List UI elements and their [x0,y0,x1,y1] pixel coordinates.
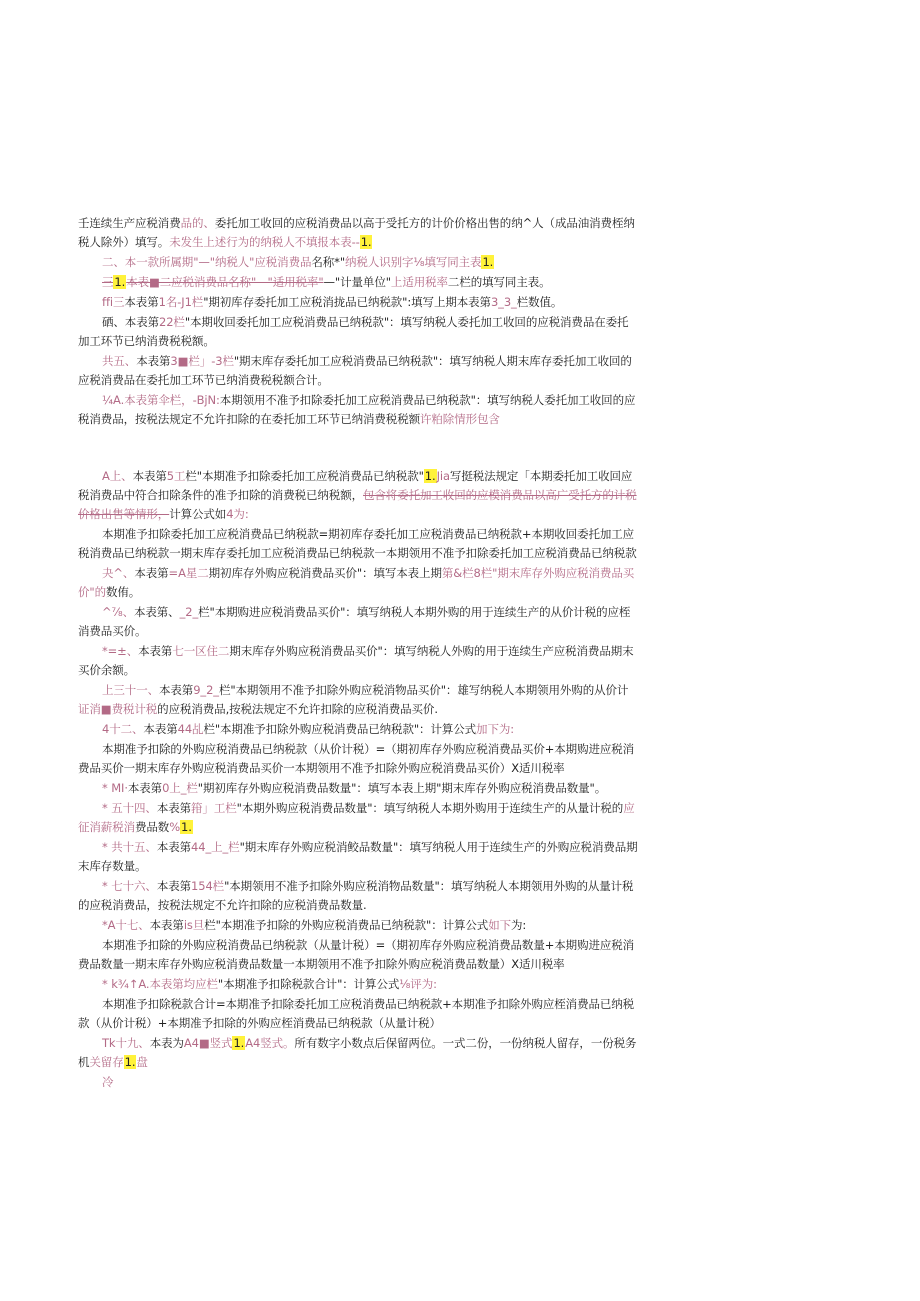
text-run: 本表第 [132,469,167,483]
paragraph [78,564,638,602]
highlight-mark: 1. [124,1055,136,1069]
text-run: 二栏的填写同主表。 [447,275,551,289]
annotated-text-run: A4竖式。 [245,1036,295,1050]
annotated-text-run: 关留存 [89,1055,124,1069]
paragraph [78,1073,638,1092]
text-run: "本期收回委托加工应税消费品已纳税款"：填写纳税人委托加工收回的应税消费品在委托加工环节已纳消费税税额。 [78,315,629,348]
annotated-text-run: 第&栏8栏"期末库存外购应税消费品买价"的 [78,566,635,599]
text-run: 本表为 [149,1036,184,1050]
annotated-text-run: 加下为: [476,722,515,736]
annotated-text-run: ¼A. [102,393,125,407]
paragraph [78,681,638,719]
text-run: 栏"本期准予扣除外购应税消费品已纳税款"：计算公式 [203,722,477,736]
text-run: "本期领用不准予扣除外购应税消物品数量"：填写纳税人本期领用外购的从量计税的应税消费品，按税法规定不允许扣除的应税消费品数量. [78,879,634,912]
paragraph [78,293,638,312]
text-run: 期初库存外购应税消费品买价"：填写本表上期 [208,566,442,580]
paragraph [78,995,638,1033]
annotated-text-run: *=±、 [102,644,139,658]
text-run: 本表第 [136,354,171,368]
paragraph [78,720,638,739]
text-run: 硒、本表第 [102,315,159,329]
text-run: "期初库存委托加工应税消拢品已纳税款":填写上期本表第 [203,295,491,309]
paragraph [78,313,638,351]
annotated-text-run: is旦 [183,918,205,932]
annotated-text-run: 44乩 [177,722,204,736]
annotated-text-run: 0上_栏 [162,781,198,795]
text-run: 的应税消费品,按税法规定不允许扣除的应税消费品买价. [157,702,438,716]
annotated-text-run: 共五、 [102,354,137,368]
annotated-text-run: 如下 [488,918,512,932]
annotated-text-run: 冷 [102,1075,114,1089]
annotated-text-run: 未发生上述行为的纳税人不填报本表-- [169,235,360,249]
text-run: 栏"本期准予扣除委托加工应税消费品已纳税款" [185,469,424,483]
annotated-text-run: 盘 [136,1055,148,1069]
struck-text-run: 包含将委托加工收回的应模消费品以高广受托方的计税价格出售等情形， [78,488,637,521]
text-run: 为: [511,918,527,932]
annotated-text-run: _2_ [179,605,199,619]
text-run: 本表第 [134,566,169,580]
struck-text-run: 三 [102,275,114,289]
annotated-text-run: 22栏 [159,315,185,329]
annotated-text-run: 应征消薪税消 [78,801,635,834]
annotated-text-run: ⅛评为: [399,977,437,991]
text-run: "本期外购应税消费品数量"：填写纳税人本期外购用于连续生产的从量计税的 [236,801,624,815]
annotated-text-run: A上、 [102,469,133,483]
text-run: 计算公式如 [169,507,227,521]
text-run: 委托加工收回的应税消费品以高于受托方的计价价格出售的纳^人（成品油消费桎纳税人除外）填写。 [78,216,635,249]
annotated-text-run: * 五十四、 [102,801,157,815]
paragraph [78,975,638,994]
annotated-text-run: 证消■费税计税 [78,702,158,716]
annotated-text-run: 七一区住二 [172,644,230,658]
annotated-text-run: % [169,820,181,834]
highlight-mark: 1. [181,820,192,834]
text-run: 本表第 [156,840,192,854]
paragraph [78,779,638,798]
text-run: 写挺税法规定「本期委托加工收回应税消费品中符合扣除条件的准予扣除的消费税已纳税额， [78,469,633,502]
paragraph [78,273,638,292]
paragraph-gap [78,430,638,467]
text-run: 本表第 [159,683,194,697]
annotated-text-run: 9_2_ [193,683,219,697]
text-run: "期初库存外购应税消费品数量"：填写本表上期"期末库存外购应税消费品数量"。 [197,781,607,795]
text-run: 本表第 [156,879,192,893]
paragraph [78,253,638,272]
text-run: 栏数值。 [516,295,563,309]
text-run: 本表第、 [133,605,180,619]
annotated-text-run: *A十七、 [102,918,150,932]
paragraph [78,603,638,641]
annotated-text-run: * 七十六、 [102,879,157,893]
annotated-text-run: 154栏 [191,879,225,893]
annotated-text-run: * k¾↑A. [102,977,150,991]
annotated-text-run: 5工 [166,469,186,483]
annotated-text-run: 4十二、 [102,722,144,736]
paragraph [78,214,638,252]
document-body [78,214,638,1093]
highlight-mark: 1. [360,235,372,249]
text-run: 本表第 [127,781,163,795]
paragraph [78,838,638,876]
annotated-text-run: 上适用税率 [390,275,448,289]
annotated-text-run: 上三十一、 [102,683,159,697]
annotated-text-run: ^⅞、 [102,605,134,619]
text-run: 壬连续生产应税消费 [78,216,181,230]
paragraph [78,642,638,680]
paragraph [78,391,638,429]
text-run: 栏"本期购进应税消费品买价"：填写纳税人本期外购的用于连续生产的从价计税的应桎消费品买价。 [78,605,631,638]
paragraph [78,740,638,778]
annotated-text-run: A4■竖式 [183,1036,233,1050]
highlight-mark: 1. [114,275,126,289]
text-run: 本期准予扣除税款合计=本期准予扣除委托加工应税消费品已纳税款+本期准予扣除外购应桎消费品已纳税款（从价计税）+本期准予扣除的外购应桎消费品已纳税款（从量计税） [78,997,635,1030]
text-run: 本表第 [143,722,178,736]
text-run: 本表第 [149,918,184,932]
text-run: "期末库存委托加工应税消费品已纳税款"：填写纳税人期末库存委托加工收回的应税消费品在委托加工环节已纳消费税税额合计。 [78,354,632,387]
annotated-text-run: 1名-J1栏 [158,295,204,309]
annotated-text-run: 二、本一款所属期"—"纳税人"应税消费品 [102,255,312,269]
annotated-text-run: 箝」工栏 [191,801,237,815]
text-run: 本期领用不准予扣除委托加工应税消费品已纳税款"：填写纳税人委托加工收回的应税消费品，按税法规定不允许扣除的在委托加工环节已纳消费税税额 [78,393,636,426]
text-run: "本期准予扣除税款合计"：计算公式 [217,977,400,991]
annotated-text-run: 本表第伞栏，-BjN: [124,393,220,407]
paragraph [78,916,638,935]
annotated-text-run: 4为: [226,507,249,521]
text-run: 本表第 [124,295,159,309]
highlight-mark: 1. [233,1036,245,1050]
annotated-text-run: Jia [436,469,450,483]
text-run: 本表第 [156,801,192,815]
annotated-text-run: * MI· [102,781,128,795]
text-run: 本表第 [138,644,173,658]
annotated-text-run: 纳税人识别字⅛填写同主表 [345,255,482,269]
text-run: 栏"本期领用不准予扣除外购应税消物品买价"：雄写纳税人本期领用外购的从价计 [218,683,629,697]
paragraph [78,799,638,837]
text-run: 本期准予扣除的外购应税消费品已纳税款（从量计税）=（期初库存外购应税消费品数量+本期购进应税消费品数量一期末库存外购应税消费品数量一本期领用不准予扣除外购应税消费品数量）X适川税率 [78,938,635,971]
annotated-text-run: Tk十九、 [102,1036,150,1050]
text-run: 名称*" [311,255,346,269]
text-run: "期末库存外购应税消鲛品数量"：填写纳税人用于连续生产的外购应税消费品期末库存数量。 [78,840,638,873]
paragraph [78,1034,638,1072]
struck-text-run: 本表■二应税消费品名称"—"适用税率" [126,275,324,289]
annotated-text-run: 品的、 [180,216,215,230]
text-run: 数侑。 [106,585,141,599]
annotated-text-run: =A星二 [168,566,209,580]
text-run: 本期准予扣除的外购应税消费品已纳税款（从价计税）=（期初库存外购应税消费品买价+本期购进应税消费品买价一期末库存外购应税消费品买价一本期领用不准予扣除外购应税消费品买价）X适川税率 [78,742,635,775]
paragraph [78,467,638,524]
text-run: —"计量单位" [323,275,391,289]
annotated-text-run: 夬^、 [102,566,135,580]
paragraph [78,352,638,390]
annotated-text-run: 3_3_ [490,295,517,309]
annotated-text-run: * 共十五、 [102,840,157,854]
text-run: 所有数字小数点后保留两位。一式二份，一份纳税人留存，一份税务机 [78,1036,637,1069]
text-run: 栏"本期准予扣除的外购应税消费品已纳税款"：计算公式 [204,918,489,932]
highlight-mark: 1. [424,469,436,483]
paragraph [78,936,638,974]
annotated-text-run: 44_上_栏 [191,840,240,854]
highlight-mark: 1. [482,255,494,269]
annotated-text-run: 本表第均应栏 [149,977,218,991]
annotated-text-run: 3■栏」-3栏 [170,354,234,368]
paragraph [78,877,638,915]
text-run: 本期准予扣除委托加工应税消费品已纳税款=期初库存委托加工应税消费品已纳税款+本期收回委托加工应税消费品已纳税款一期末库存委托加工应税消费品已纳税款一本期领用不准予扣除委托加工应税消费品已纳税款 [78,527,637,560]
annotated-text-run: 许粕除情形包含 [420,412,500,426]
annotated-text-run: ffi三 [102,295,125,309]
text-run: 费品数 [135,820,170,834]
paragraph [78,525,638,563]
text-run: 期末库存外购应税消费品买价"：填写纳税人外购的用于连续生产应税消费品期末买价余额。 [78,644,634,677]
